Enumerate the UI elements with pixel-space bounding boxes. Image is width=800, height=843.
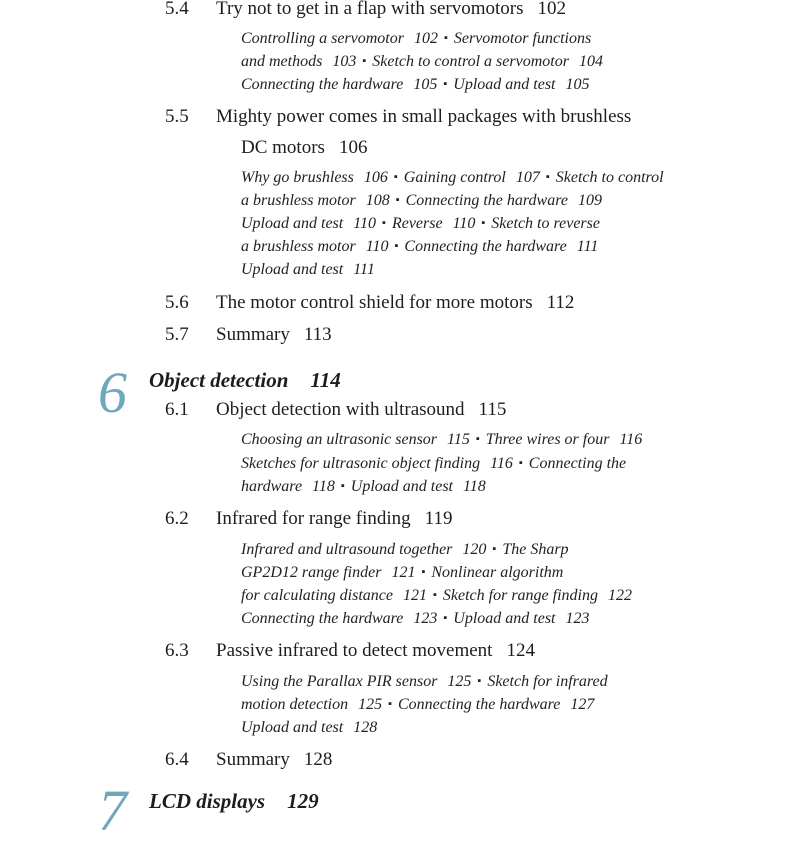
subsection-line: [241, 477, 492, 498]
subsection-line: [241, 454, 626, 475]
subsection-title: Infrared and ultrasound together: [241, 541, 453, 558]
bullet-separator: ▪: [443, 78, 448, 90]
subsection-title: hardware: [241, 478, 303, 495]
bullet-separator: ▪: [388, 698, 392, 710]
section-page: 113: [303, 324, 332, 345]
subsection-page: 123: [565, 610, 590, 627]
section-page: 124: [506, 640, 535, 661]
chapter-title-6[interactable]: [149, 368, 341, 392]
subsection-page: 128: [353, 719, 378, 736]
subsection-title: GP2D12 range finder: [241, 564, 382, 581]
subsection-line: [241, 75, 595, 96]
bullet-separator: ▪: [395, 194, 400, 206]
subsection-title: a brushless motor: [241, 238, 356, 255]
subsection-page: 116: [490, 455, 513, 472]
subsection-page: 116: [619, 431, 643, 448]
bullet-separator: ▪: [443, 612, 448, 624]
bullet-separator: ▪: [393, 171, 398, 183]
subsection-page: 121: [391, 564, 416, 581]
toc-section-6-3[interactable]: [165, 640, 535, 662]
subsection-line: [241, 695, 600, 716]
toc-section-5-6[interactable]: [165, 292, 574, 314]
subsection-title: Upload and test: [453, 76, 556, 93]
section-page: 128: [303, 749, 333, 770]
subsection-title: Upload and test: [453, 610, 556, 627]
subsection-page: 111: [576, 238, 599, 255]
bullet-separator: ▪: [382, 217, 386, 229]
subsection-page: 121: [402, 587, 427, 604]
subsection-line: [241, 168, 664, 189]
subsection-line: [241, 430, 648, 451]
subsection-line: [241, 214, 600, 235]
chapter-page: 129: [287, 789, 319, 813]
subsection-page: 102: [413, 30, 438, 47]
subsection-page: 127: [570, 696, 595, 713]
subsection-title: for calculating distance: [241, 587, 393, 604]
subsection-title: Why go brushless: [241, 169, 354, 186]
subsection-title: Upload and test: [241, 215, 344, 232]
bullet-separator: ▪: [475, 433, 480, 445]
subsection-page: 110: [452, 215, 476, 232]
section-title: Infrared for range finding: [216, 508, 411, 529]
subsection-title: Reverse: [391, 215, 443, 232]
bullet-separator: ▪: [518, 457, 523, 469]
subsection-title: and methods: [241, 53, 323, 70]
section-number: 6.1: [165, 399, 189, 420]
toc-section-5-7[interactable]: [165, 324, 332, 346]
subsection-title: Upload and test: [350, 478, 453, 495]
subsection-line: [241, 260, 381, 280]
subsection-page: 103: [332, 53, 357, 70]
subsection-title: Sketches for ultrasonic object finding: [241, 455, 481, 472]
section-number: 6.2: [165, 508, 189, 529]
section-number: 5.5: [165, 106, 189, 127]
subsection-title: Sketch to control: [555, 169, 664, 186]
bullet-separator: ▪: [394, 240, 399, 252]
subsection-title: Sketch for infrared: [487, 673, 608, 690]
toc-section-5-5[interactable]: [165, 106, 631, 128]
subsection-line: [241, 191, 608, 212]
section-title: Passive infrared to detect movement: [216, 640, 493, 661]
subsection-title: Gaining control: [403, 169, 506, 186]
subsection-page: 125: [447, 673, 472, 690]
subsection-title: Upload and test: [241, 719, 344, 736]
section-number: 6.3: [165, 640, 189, 661]
subsection-line: [241, 29, 591, 50]
chapter-number-6: 6: [98, 360, 127, 425]
subsection-line: [241, 540, 569, 561]
toc-section-5-5-continued[interactable]: [241, 137, 367, 159]
subsection-page: 123: [413, 610, 438, 627]
chapter-number-7: 7: [98, 778, 127, 843]
subsection-title: Three wires or four: [485, 431, 610, 448]
section-page: 112: [546, 292, 575, 313]
subsection-title: Sketch to control a servomotor: [372, 53, 569, 70]
subsection-page: 115: [447, 431, 470, 448]
subsection-line: [241, 609, 595, 630]
bullet-separator: ▪: [481, 217, 486, 229]
subsection-title: Servomotor functions: [453, 30, 592, 47]
subsection-title: Connecting the hardware: [398, 696, 561, 713]
subsection-title: The Sharp: [502, 541, 569, 558]
bullet-separator: ▪: [421, 566, 426, 578]
bullet-separator: ▪: [362, 55, 367, 67]
subsection-line: [241, 563, 563, 584]
chapter-title-text: LCD displays: [149, 789, 266, 813]
section-number: 5.7: [165, 324, 189, 345]
subsection-title: Nonlinear algorithm: [431, 564, 564, 581]
subsection-page: 122: [607, 587, 632, 604]
chapter-title-7[interactable]: [149, 789, 319, 813]
bullet-separator: ▪: [340, 480, 345, 492]
section-page: 119: [424, 508, 453, 529]
subsection-page: 104: [578, 53, 603, 70]
subsection-page: 107: [515, 169, 540, 186]
subsection-line: [241, 672, 608, 693]
subsection-title: Upload and test: [241, 261, 344, 278]
subsection-page: 118: [312, 478, 335, 495]
subsection-title: Connecting the: [528, 455, 627, 472]
section-number: 5.6: [165, 292, 189, 313]
subsection-page: 106: [363, 169, 388, 186]
subsection-page: 110: [353, 215, 377, 232]
section-page: 106: [338, 137, 368, 158]
subsection-title: Connecting the hardware: [241, 610, 404, 627]
chapter-page: 114: [310, 368, 341, 392]
subsection-title: Connecting the hardware: [241, 76, 404, 93]
bullet-separator: ▪: [545, 171, 550, 183]
subsection-title: Sketch for range finding: [442, 587, 598, 604]
toc-section-6-1[interactable]: [165, 399, 506, 421]
subsection-page: 118: [462, 478, 486, 495]
subsection-line: [241, 586, 638, 607]
subsection-page: 108: [365, 192, 390, 209]
section-title: Object detection with ultrasound: [216, 399, 465, 420]
toc-section-6-4[interactable]: [165, 749, 332, 771]
subsection-page: 111: [353, 261, 375, 278]
section-page: 115: [478, 399, 507, 420]
chapter-title-text: Object detection: [149, 368, 289, 392]
subsection-page: 110: [365, 238, 389, 255]
section-title: Try not to get in a flap with servomotors: [216, 0, 524, 19]
subsection-title: Using the Parallax PIR sensor: [241, 673, 438, 690]
subsection-title: a brushless motor: [241, 192, 356, 209]
section-number: 6.4: [165, 749, 189, 770]
section-title: Summary: [216, 749, 290, 770]
bullet-separator: ▪: [443, 32, 448, 44]
bullet-separator: ▪: [492, 543, 497, 555]
subsection-page: 120: [462, 541, 487, 558]
subsection-title: Choosing an ultrasonic sensor: [241, 431, 438, 448]
bullet-separator: ▪: [432, 589, 437, 601]
subsection-page: 105: [565, 76, 590, 93]
subsection-title: Controlling a servomotor: [241, 30, 404, 47]
section-title: Summary: [216, 324, 290, 345]
subsection-title: Connecting the hardware: [405, 192, 568, 209]
subsection-line: [241, 718, 383, 738]
subsection-line: [241, 52, 609, 73]
subsection-title: Connecting the hardware: [404, 238, 567, 255]
bullet-separator: ▪: [477, 675, 482, 687]
section-title: Mighty power comes in small packages with brushless: [216, 106, 632, 127]
toc-section-6-2[interactable]: [165, 508, 452, 530]
section-page: 102: [537, 0, 566, 19]
subsection-page: 109: [577, 192, 602, 209]
subsection-page: 105: [413, 76, 438, 93]
toc-section-5-4[interactable]: [165, 0, 566, 20]
subsection-title: Sketch to reverse: [491, 215, 600, 232]
subsection-page: 125: [358, 696, 383, 713]
subsection-title: motion detection: [241, 696, 349, 713]
subsection-line: [241, 237, 604, 258]
section-number: 5.4: [165, 0, 189, 19]
section-title: The motor control shield for more motors: [216, 292, 533, 313]
section-title-continued: DC motors: [241, 137, 325, 158]
